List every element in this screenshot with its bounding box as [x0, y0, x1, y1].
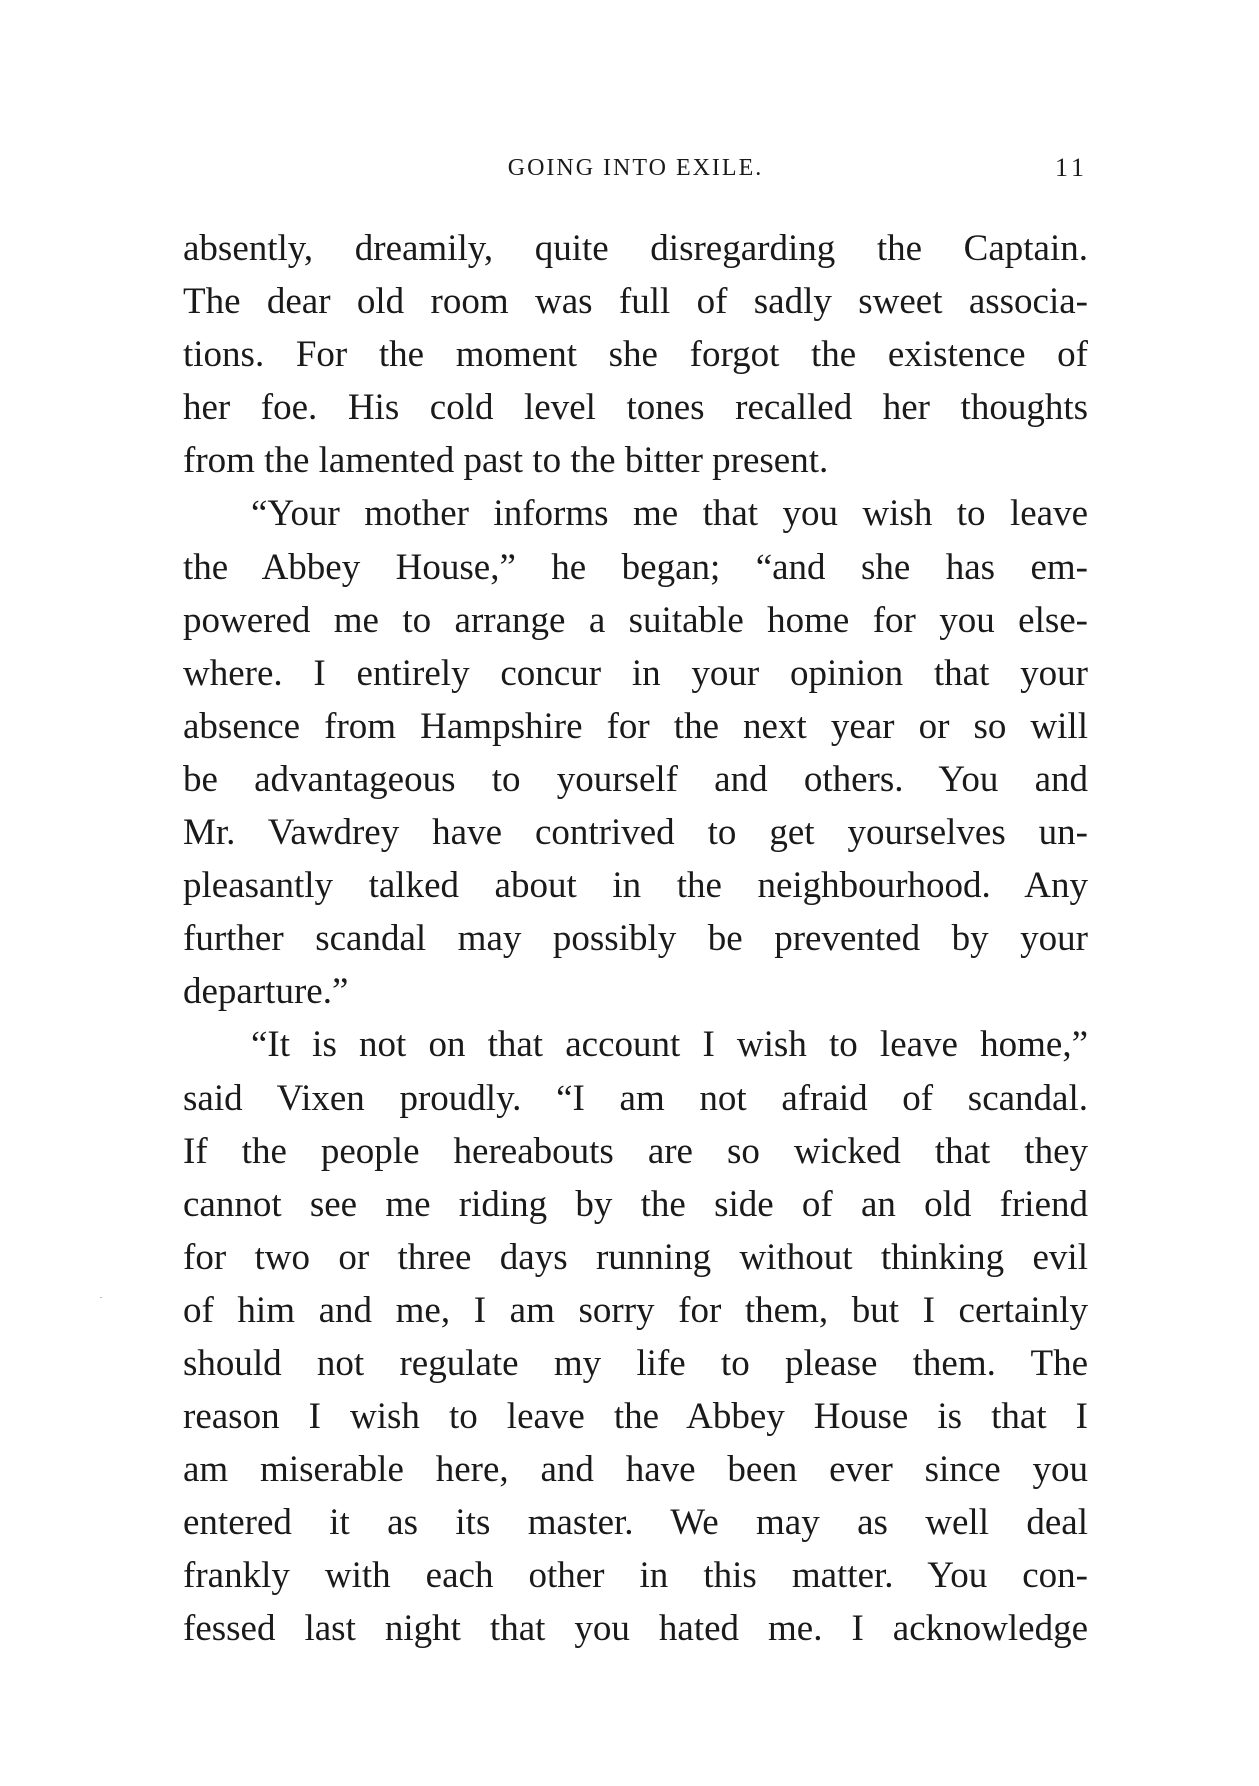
text-line: from the lamented past to the bitter present.: [183, 440, 829, 482]
text-line: cannot see me riding by the side of an old friend: [183, 1183, 1088, 1225]
text-line: tions. For the moment she forgot the existence of: [183, 334, 1088, 376]
text-line: her foe. His cold level tones recalled her thoughts: [183, 387, 1088, 429]
running-title: GOING INTO EXILE.: [507, 155, 764, 181]
text-line: frankly with each other in this matter. You con-: [183, 1555, 1088, 1597]
text-line: for two or three days running without thinking evil: [183, 1236, 1088, 1278]
text-line: absence from Hampshire for the next year or so will: [183, 705, 1088, 747]
text-line: absently, dreamily, quite disregarding the Captain.: [183, 228, 1088, 269]
text-line: reason I wish to leave the Abbey House is that I: [183, 1396, 1088, 1438]
page-number: 11: [1054, 153, 1088, 182]
text-line: powered me to arrange a suitable home for you else-: [183, 599, 1088, 641]
running-head: [183, 148, 1088, 188]
text-line: departure.”: [183, 971, 349, 1013]
text-line: am miserable here, and have been ever since you: [183, 1449, 1088, 1491]
text-line: fessed last night that you hated me. I acknowledge: [183, 1608, 1088, 1650]
text-line: The dear old room was full of sadly sweet associa-: [183, 281, 1088, 323]
text-line: Mr. Vawdrey have contrived to get yourselves un-: [183, 812, 1088, 854]
text-line: “It is not on that account I wish to leave home,”: [251, 1024, 1088, 1066]
text-line: where. I entirely concur in your opinion that your: [183, 652, 1088, 694]
text-line: of him and me, I am sorry for them, but I certainly: [183, 1289, 1088, 1331]
text-line: “Your mother informs me that you wish to leave: [251, 493, 1088, 535]
text-line: further scandal may possibly be prevented by your: [183, 918, 1088, 960]
text-line: should not regulate my life to please them. The: [183, 1342, 1088, 1384]
margin-speck: [100, 1297, 102, 1298]
text-line: pleasantly talked about in the neighbourhood. Any: [183, 865, 1088, 907]
text-line: the Abbey House,” he began; “and she has em-: [183, 546, 1088, 588]
text-line: If the people hereabouts are so wicked that they: [183, 1130, 1088, 1172]
text-line: said Vixen proudly. “I am not afraid of scandal.: [183, 1077, 1088, 1119]
text-line: entered it as its master. We may as well deal: [183, 1502, 1088, 1544]
text-line: be advantageous to yourself and others. You and: [183, 758, 1088, 800]
body-text: [183, 222, 1088, 1656]
